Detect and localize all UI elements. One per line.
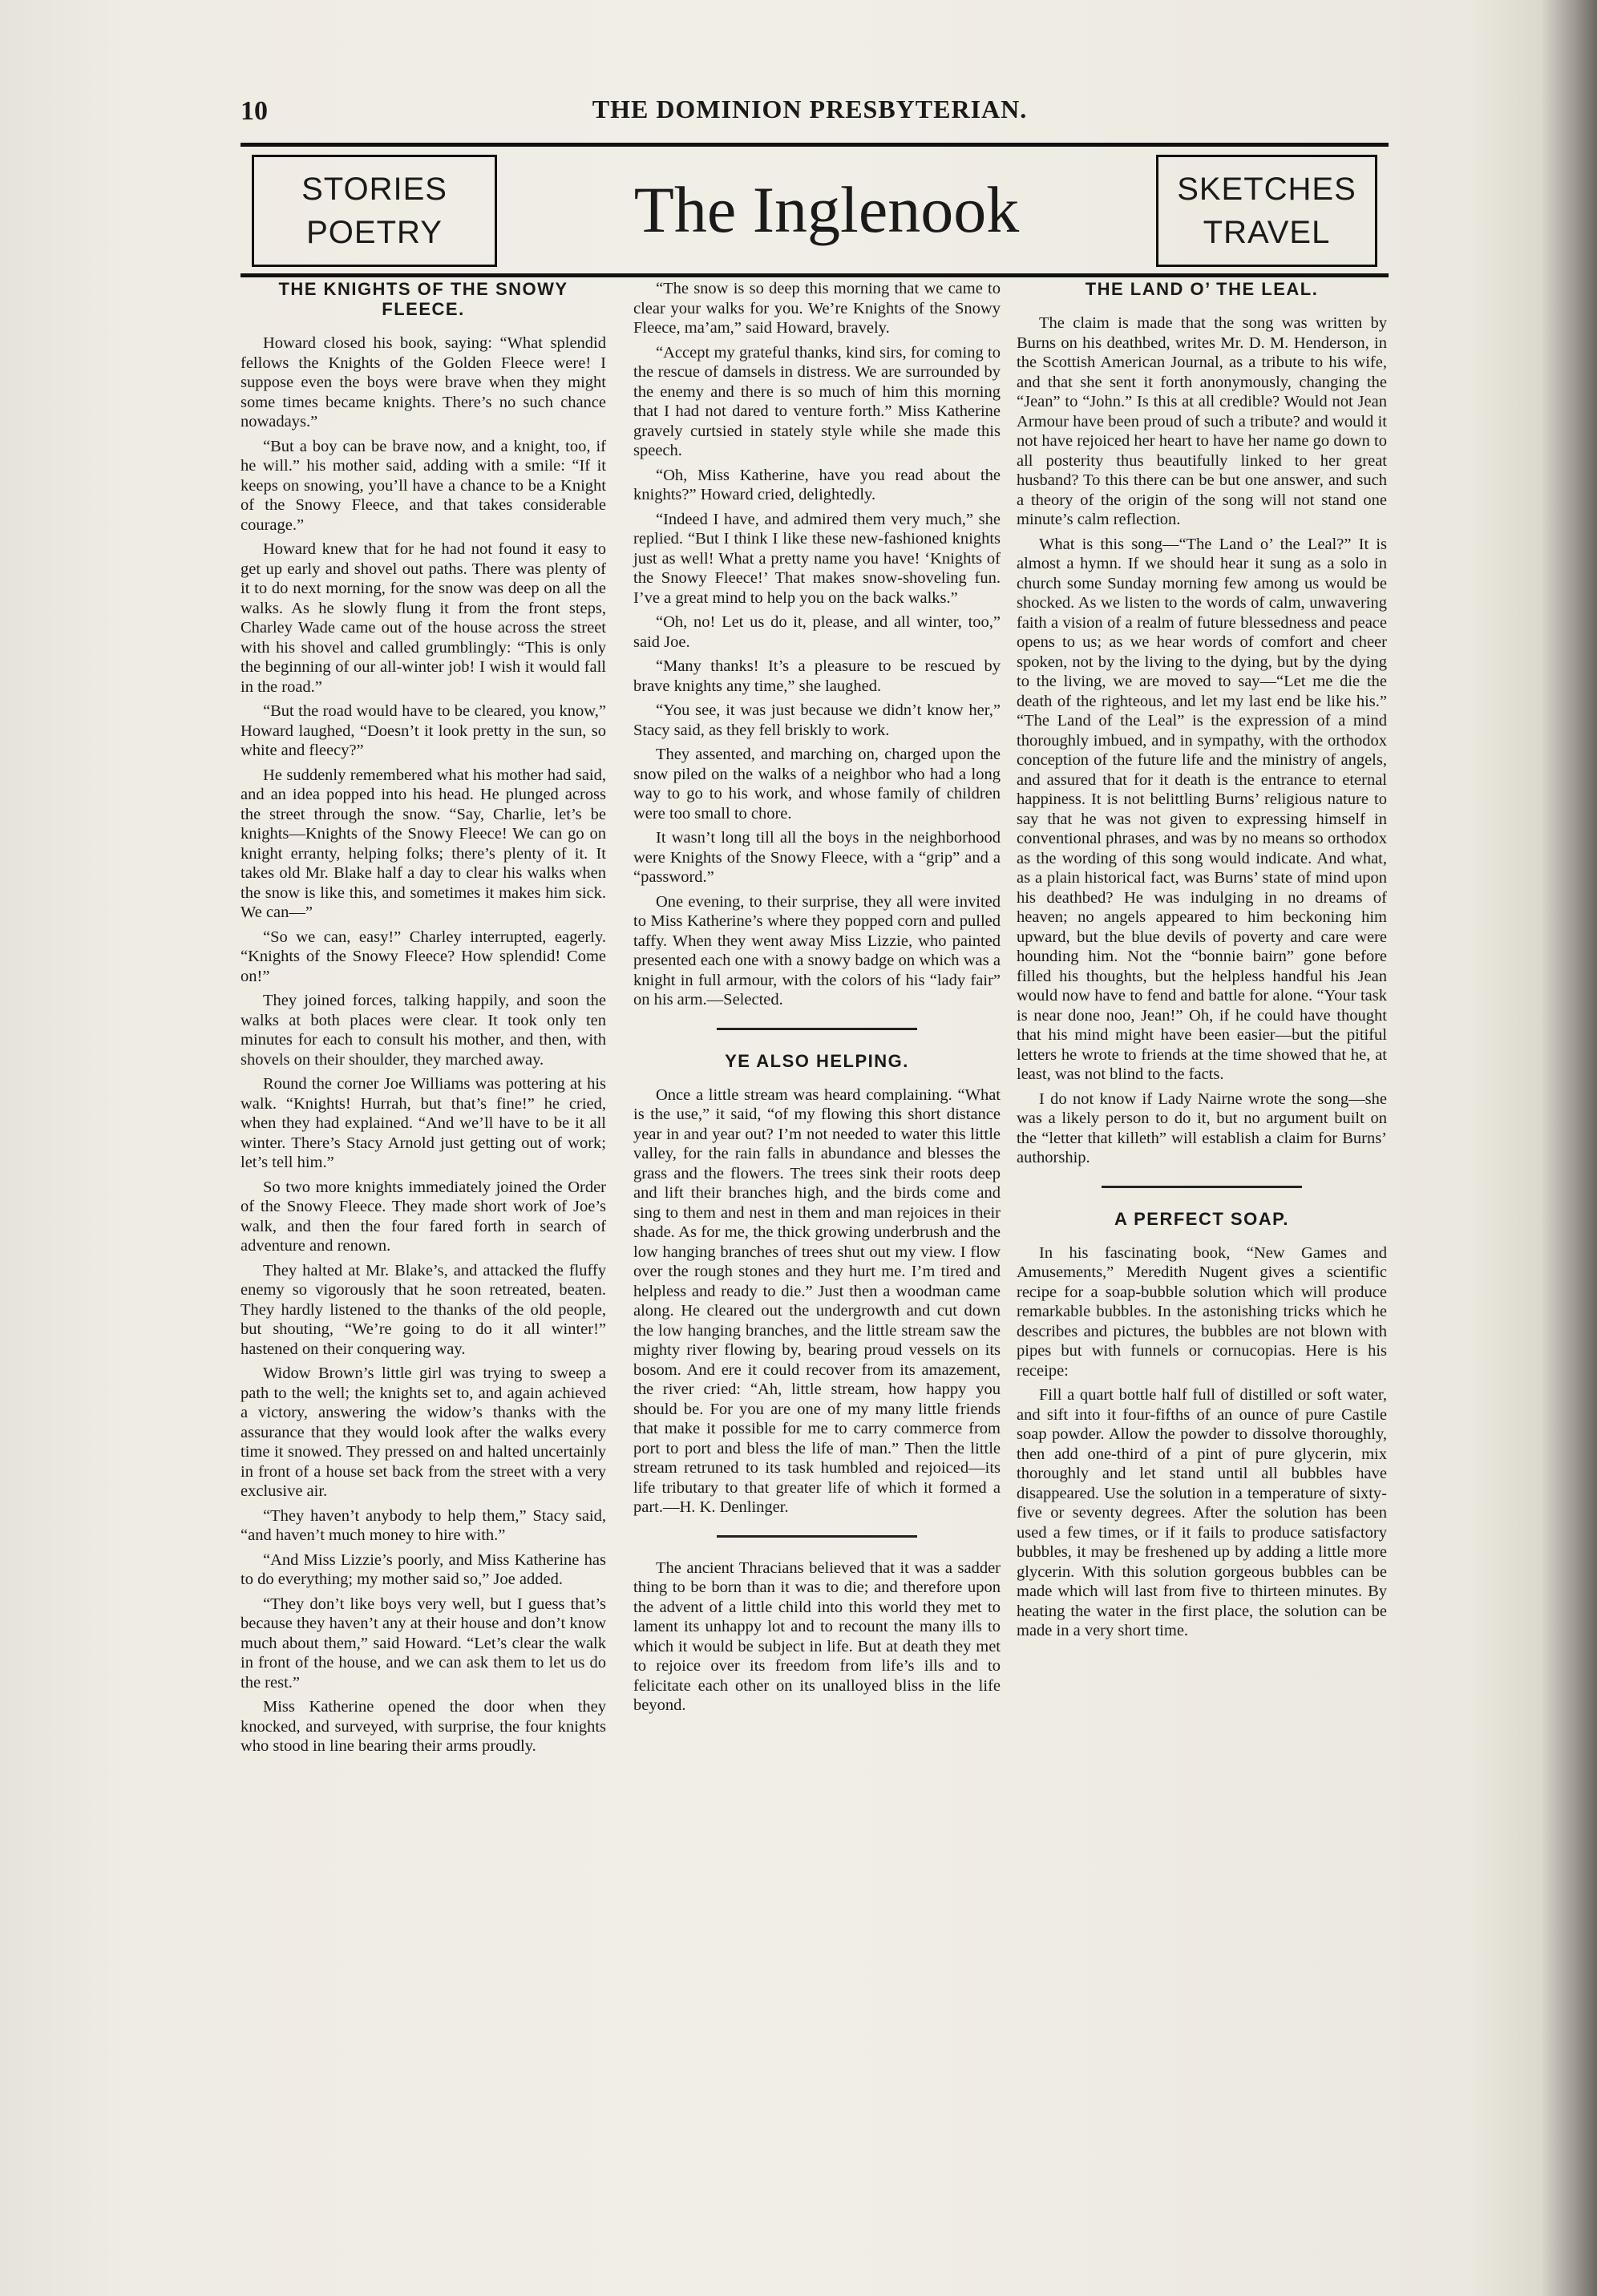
masthead-right-box [1156, 155, 1377, 267]
article-title-helping: YE ALSO HELPING. [725, 1050, 909, 1071]
knights-paragraph: One evening, to their surprise, they all were invited to Miss Katherine’s where they popped corn and pulled taffy. When they went away Miss Lizzie, who painted presented each one with a snowy badge on which was a knight in full armour, with the colors of his “lady fair” on his arm.—Selected. [633, 892, 1001, 1009]
knights-paragraph: “You see, it was just because we didn’t know her,” Stacy said, as they fell briskly to work. [633, 701, 1001, 739]
knights-paragraph: “Oh, no! Let us do it, please, and all winter, too,” said Joe. [633, 613, 1001, 651]
knights-paragraph: “Accept my grateful thanks, kind sirs, for coming to the rescue of damsels in distress. We are surrounded by the enemy and there is so much of him this morning that I had not dared to venture forth.” Miss Katherine gravely curtsied in stately style while she made this speech. [633, 343, 1001, 459]
soap-paragraph: Fill a quart bottle half full of distilled or soft water, and sift into it four-fifths of an ounce of pure Castile soap powder. Allow the powder to dissolve thoroughly, then add one-third of a pint of pure glycerin, mix thoroughly and let stand until all bubbles have disappeared. Use the solution in a temperature of sixty-five or seventy degrees. After the solution has been used a few times, or if it fails to produce satisfactory bubbles, it may be freshened up by adding a little more glycerin. With this solution gorgeous bubbles can be made which will last from five to thirteen minutes. By heating the water in the first place, the solution can be made in a very short time. [1017, 1386, 1387, 1639]
page-number: 10 [241, 96, 268, 126]
knights-paragraph: Howard closed his book, saying: “What splendid fellows the Knights of the Golden Fleece were! I suppose even the boys were brave when they might some times became knights. There’s no such chance nowadays.” [241, 334, 606, 430]
masthead [241, 143, 1389, 277]
knights-paragraph: Widow Brown’s little girl was trying to sweep a path to the well; the knights set to, and again achieved a victory, answering the widow’s thanks with the assurance that they would look after the walks every time it snowed. They pressed on and halted uncertainly in front of a house set back from the street with a very exclusive air. [241, 1364, 606, 1500]
knights-paragraph: They assented, and marching on, charged upon the snow piled on the walks of a neighbor who had a long way to go to his work, and whose family of children were too small to chore. [633, 746, 1001, 823]
knights-paragraph: “But the road would have to be cleared, you know,” Howard laughed, “Doesn’t it look pretty in the sun, so white and fleecy?” [241, 702, 606, 759]
knights-paragraph: “They don’t like boys very well, but I guess that’s because they haven’t any at their house and don’t know much about them,” said Howard. “Let’s clear the walk in front of the house, and we can ask them to let us do the rest.” [241, 1595, 606, 1692]
article-title-soap: A PERFECT SOAP. [1114, 1208, 1290, 1229]
knights-paragraph: Round the corner Joe Williams was pottering at his walk. “Knights! Hurrah, but that’s fine!” he cried, when they had explained. “And we’ll have to be it all winter. There’s Stacy Arnold just getting out of work; let’s tell him.” [241, 1075, 606, 1171]
masthead-left-box [252, 155, 497, 267]
thracians-paragraph: The ancient Thracians believed that it was a sadder thing to be born than it was to die; and therefore upon the advent of a little child into this world they met to lament its unhappy lot and to recount the many ills to which it would be subject in life. But at death they met to rejoice over its freedom from life’s ills and to felicitate each other on its unalloyed bliss in the life beyond. [633, 1558, 1001, 1714]
knights-paragraph: “Indeed I have, and admired them very much,” she replied. “But I think I like these new-fashioned knights just as well! What a pretty name you have! ‘Knights of the Snowy Fleece!’ That makes snow-shoveling fun. I’ve a great mind to help you on the back walks.” [633, 510, 1001, 607]
knights-paragraph: “But a boy can be brave now, and a knight, too, if he will.” his mother said, adding with a smile: “If it keeps on snowing, you’ll have a chance to be a Knight of the Snowy Fleece, and that takes considerable courage.” [241, 437, 606, 534]
article-title-knights: THE KNIGHTS OF THE SNOWY FLEECE. [278, 279, 568, 319]
running-title: THE DOMINION PRESBYTERIAN. [592, 95, 1028, 123]
section-divider [717, 1535, 917, 1538]
soap-paragraph: In his fascinating book, “New Games and Amusements,” Meredith Nugent gives a scientific recipe for a soap-bubble solution which will produce remarkable bubbles. In the astonishing tricks which he describes and pictures, the bubbles are not blown with pipes but with funnels or cornucopias. Here is his receipe: [1017, 1243, 1387, 1380]
knights-paragraph: Howard knew that for he had not found it easy to get up early and shovel out paths. There was plenty of it to do next morning, for the snow was deep on all the walks. As he slowly flung it from the front steps, Charley Wade came out of the house across the street with his shovel and called grumblingly: “This is only the beginning of our all-winter job! I wish it would fall in the road.” [241, 540, 606, 696]
knights-paragraph: “The snow is so deep this morning that we came to clear your walks for you. We’re Knights of the Snowy Fleece, ma’am,” said Howard, bravely. [633, 280, 1001, 337]
masthead-sketches: SKETCHES [1177, 172, 1356, 207]
leal-paragraph: What is this song—“The Land o’ the Leal?” It is almost a hymn. If we should hear it sung as a solo in church some Sunday morning few among us would be shocked. As we listen to the words of calm, unwavering faith a vision of a realm of future blessedness and peace opens to us; as we hear words of comfort and cheer spoken, not by the living to the dying, but by the dying to the living, we are moved to say—“Let me die the death of the righteous, and let my last end be like his.” “The Land of the Leal” is the expression of a mind thoroughly imbued, and in sympathy, with the orthodox conception of the future life and the ministry of angels, and assured that for it death is the entrance to eternal happiness. It is not belittling Burns’ religious nature to say that he was not given to expressing himself in conventional phrases, and was by no means so orthodox as the wording of this song would indicate. And what, as a plain historical fact, was Burns’ state of mind upon his deathbed? He was indulging in no dreams of heaven; no angels appeared to him beckoning him upward, but the blue devils of poverty and care were hounding him. Not the “bonnie bairn” gone before filled his thoughts, but the helpless handful his Jean would now have to fend and battle for alone. “Your task is near done noo, Jean!” Oh, if he could have thought that his mind might have been easier—but the pitiful letters he wrote to friends at the time showed that he, at least, was not blind to the facts. [1017, 535, 1387, 1083]
knights-paragraph: So two more knights immediately joined the Order of the Snowy Fleece. They made short work of Joe’s walk, and then the four fared forth in search of adventure and renown. [241, 1178, 606, 1255]
helping-paragraph: Once a little stream was heard complaining. “What is the use,” it said, “of my flowing this short distance year in and year out? I’m not needed to water this little valley, for the rain falls in abundance and blesses the grass and the flowers. The trees sink their roots deep and lift their branches high, and the birds come and sing to them and nest in them and man rejoices in their shade. As for me, the thick growing underbrush and the low hanging branches of trees shut out my view. I flow over the rough stones and they hurt me. I’m tired and helpless and ready to die.” Just then a woodman came along. He cleared out the undergrowth and cut down the low hanging branches, and the little stream saw the mighty river flowing by, bearing proud vessels on its bosom. And ere it could recover from its amazement, the river cried: “Ah, little stream, how happy you should be. For you are one of my many little friends that make it possible for me to carry commerce from port to port and bless the life of man.” Then the little stream retruned to its task humbled and rejoiced—its life tributary to that greater life of which it formed a part.—H. K. Denlinger. [633, 1085, 1001, 1516]
knights-paragraph: He suddenly remembered what his mother had said, and an idea popped into his head. He plunged across the street through the snow. “Say, Charlie, let’s be knights—Knights of the Snowy Fleece! We can go on knight erranty, helping folks; there’s plenty of it. It takes old Mr. Blake half a day to clear his walks when the snow is like this, and sometimes it makes him sick. We can—” [241, 766, 606, 921]
column-3 [1017, 279, 1387, 1646]
knights-paragraph: “And Miss Lizzie’s poorly, and Miss Katherine has to do everything; my mother said so,” Joe added. [241, 1550, 606, 1588]
article-title-leal: THE LAND O’ THE LEAL. [1085, 279, 1319, 299]
leal-paragraph: I do not know if Lady Nairne wrote the song—she was a likely person to do it, but no argument built on the “letter that killeth” will establish a claim for Burns’ authorship. [1017, 1089, 1387, 1166]
column-1 [241, 279, 606, 1761]
knights-paragraph: “They haven’t anybody to help them,” Stacy said, “and haven’t much money to hire with.” [241, 1506, 606, 1544]
knights-paragraph: “Many thanks! It’s a pleasure to be rescued by brave knights any time,” she laughed. [633, 657, 1001, 695]
masthead-travel: TRAVEL [1203, 215, 1331, 250]
knights-paragraph: “Oh, Miss Katherine, have you read about the knights?” Howard cried, delightedly. [633, 466, 1001, 503]
leal-paragraph: The claim is made that the song was written by Burns on his deathbed, writes Mr. D. M. Henderson, in the Scottish American Journal, as a tribute to his wife, and that she sent it forth anonymously, changing the “Jean” to “John.” Is this at all credible? Would not Jean Armour have been proud of such a tribute? and would it not have rejoiced her heart to have her name go down to all posterity thus beautifully linked to her great husband? To this there can be but one answer, and such a theory of the origin of the song will not stand one minute’s calm reflection. [1017, 314, 1387, 528]
masthead-poetry: POETRY [306, 215, 443, 250]
knights-paragraph: Miss Katherine opened the door when they knocked, and surveyed, with surprise, the four knights who stood in line bearing their arms proudly. [241, 1698, 606, 1755]
knights-paragraph: “So we can, easy!” Charley interrupted, eagerly. “Knights of the Snowy Fleece? How splendid! Come on!” [241, 928, 606, 985]
knights-paragraph: They halted at Mr. Blake’s, and attacked the fluffy enemy so vigorously that he soon retreated, beaten. They hardly listened to the thanks of the old people, but shouting, “We’re going to do it all winter!” hastened on their conquering way. [241, 1261, 606, 1358]
section-divider [1102, 1186, 1302, 1188]
column-2 [633, 279, 1001, 1720]
section-divider [717, 1028, 917, 1030]
page-edge-shadow [1541, 0, 1597, 2296]
knights-paragraph: They joined forces, talking happily, and soon the walks at both places were clear. It took only ten minutes for each to consult his mother, and then, with shovels on their shoulder, they marched away. [241, 992, 606, 1069]
masthead-title: The Inglenook [633, 173, 1020, 246]
masthead-stories: STORIES [301, 172, 447, 207]
knights-paragraph: It wasn’t long till all the boys in the neighborhood were Knights of the Snowy Fleece, with a “grip” and a “password.” [633, 829, 1001, 886]
